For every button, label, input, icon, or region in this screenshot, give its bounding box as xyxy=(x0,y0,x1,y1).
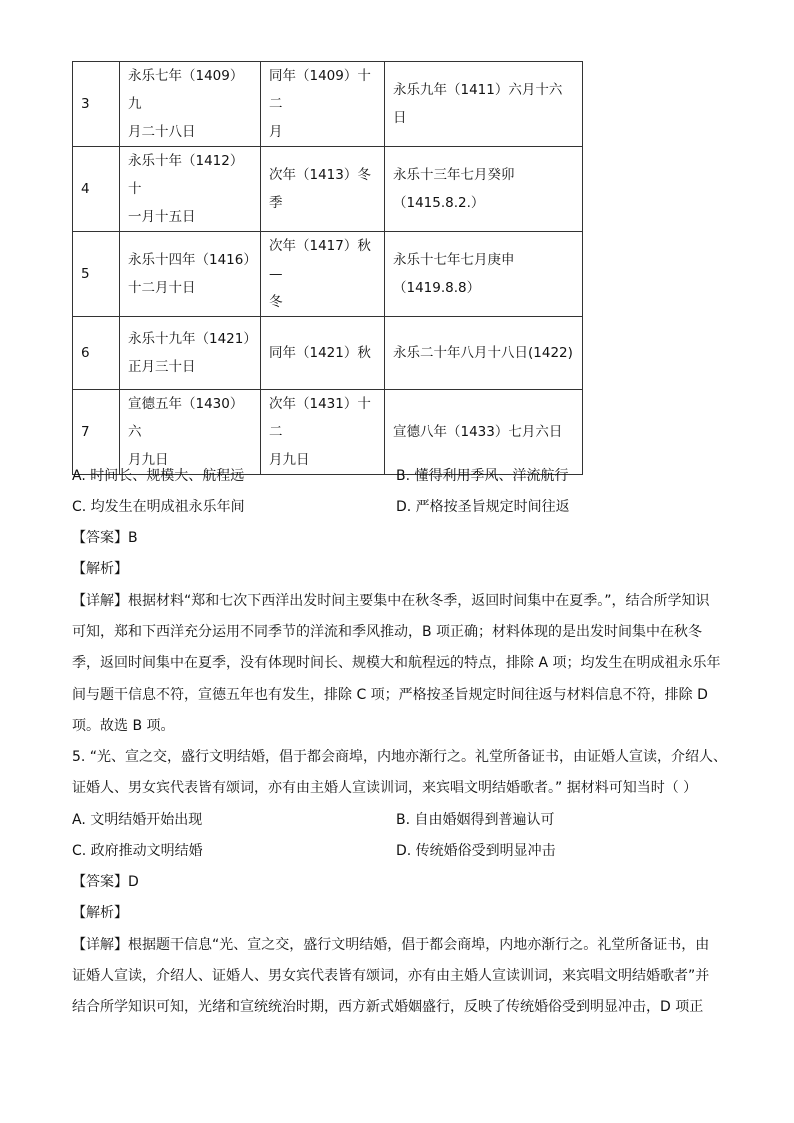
q4-option-a: A. 时间长、规模大、航程远 xyxy=(72,468,245,484)
table-row xyxy=(73,232,583,317)
cell-return: 永乐十三年七月癸卯 （1415.8.2.） xyxy=(385,147,583,232)
q4-analysis-label: 【解析】 xyxy=(72,561,128,577)
q5-answer: 【答案】D xyxy=(72,874,139,890)
q4-detail-line: 【详解】根据材料“郑和七次下西洋出发时间主要集中在秋冬季，返回时间集中在夏季。”，结合所学知识 xyxy=(72,593,710,609)
cell-departure: 永乐十四年（1416） 十二月十日 xyxy=(120,232,261,317)
q5-stem-line: 证婚人、男女宾代表皆有颂词，亦有由主婚人宣读训词，来宾唱文明结婚歌者。” 据材料可知当时（ ） xyxy=(72,780,698,796)
q5-stem-line: 5. “光、宣之交，盛行文明结婚，倡于都会商埠，内地亦渐行之。礼堂所备证书，由证婚人宣读，介绍人、 xyxy=(72,749,728,765)
q5-option-b: B. 自由婚姻得到普遍认可 xyxy=(396,812,555,828)
q5-analysis-label: 【解析】 xyxy=(72,905,128,921)
q5-option-d: D. 传统婚俗受到明显冲击 xyxy=(396,843,556,859)
table-row xyxy=(73,390,583,475)
q5-detail-line: 结合所学知识可知，光绪和宣统统治时期，西方新式婚姻盛行，反映了传统婚俗受到明显冲击，D 项正 xyxy=(72,999,704,1015)
cell-return: 宣德八年（1433）七月六日 xyxy=(385,390,583,475)
q5-detail-line: 【详解】根据题干信息“光、宣之交，盛行文明结婚，倡于都会商埠，内地亦渐行之。礼堂所备证书，由 xyxy=(72,937,710,953)
q4-detail-line: 季，返回时间集中在夏季，没有体现时间长、规模大和航程远的特点，排除 A 项；均发生在明成祖永乐年 xyxy=(72,655,721,671)
q4-detail-line: 间与题干信息不符，宣德五年也有发生，排除 C 项；严格按圣旨规定时间往返与材料信息不符，排除 D xyxy=(72,687,708,703)
cell-number: 3 xyxy=(73,62,120,147)
cell-arrival: 次年（1417）秋— 冬 xyxy=(261,232,385,317)
q4-option-d: D. 严格按圣旨规定时间往返 xyxy=(396,499,570,515)
q5-detail-line: 证婚人宣读，介绍人、证婚人、男女宾代表皆有颂词，亦有由主婚人宣读训词，来宾唱文明结婚歌者”并 xyxy=(72,968,710,984)
q5-option-a: A. 文明结婚开始出现 xyxy=(72,812,203,828)
cell-return: 永乐十七年七月庚申 （1419.8.8） xyxy=(385,232,583,317)
cell-departure: 宣德五年（1430）六 月九日 xyxy=(120,390,261,475)
cell-number: 6 xyxy=(73,317,120,390)
cell-arrival: 次年（1431）十二 月九日 xyxy=(261,390,385,475)
cell-return: 永乐二十年八月十八日(1422) xyxy=(385,317,583,390)
cell-return: 永乐九年（1411）六月十六日 xyxy=(385,62,583,147)
voyage-table xyxy=(72,61,583,475)
cell-departure: 永乐十年（1412）十 一月十五日 xyxy=(120,147,261,232)
table-row xyxy=(73,317,583,390)
q4-option-c: C. 均发生在明成祖永乐年间 xyxy=(72,499,245,515)
cell-number: 7 xyxy=(73,390,120,475)
cell-number: 4 xyxy=(73,147,120,232)
q4-answer: 【答案】B xyxy=(72,530,138,546)
q5-option-c: C. 政府推动文明结婚 xyxy=(72,843,203,859)
cell-number: 5 xyxy=(73,232,120,317)
cell-departure: 永乐七年（1409）九 月二十八日 xyxy=(120,62,261,147)
q4-detail-line: 可知，郑和下西洋充分运用不同季节的洋流和季风推动，B 项正确；材料体现的是出发时间集中在秋冬 xyxy=(72,624,703,640)
cell-arrival: 同年（1421）秋 xyxy=(261,317,385,390)
q4-option-b: B. 懂得利用季风、洋流航行 xyxy=(396,468,569,484)
cell-departure: 永乐十九年（1421） 正月三十日 xyxy=(120,317,261,390)
cell-arrival: 次年（1413）冬季 xyxy=(261,147,385,232)
table-row xyxy=(73,147,583,232)
table-row xyxy=(73,62,583,147)
cell-arrival: 同年（1409）十二 月 xyxy=(261,62,385,147)
q4-detail-line: 项。故选 B 项。 xyxy=(72,718,175,734)
